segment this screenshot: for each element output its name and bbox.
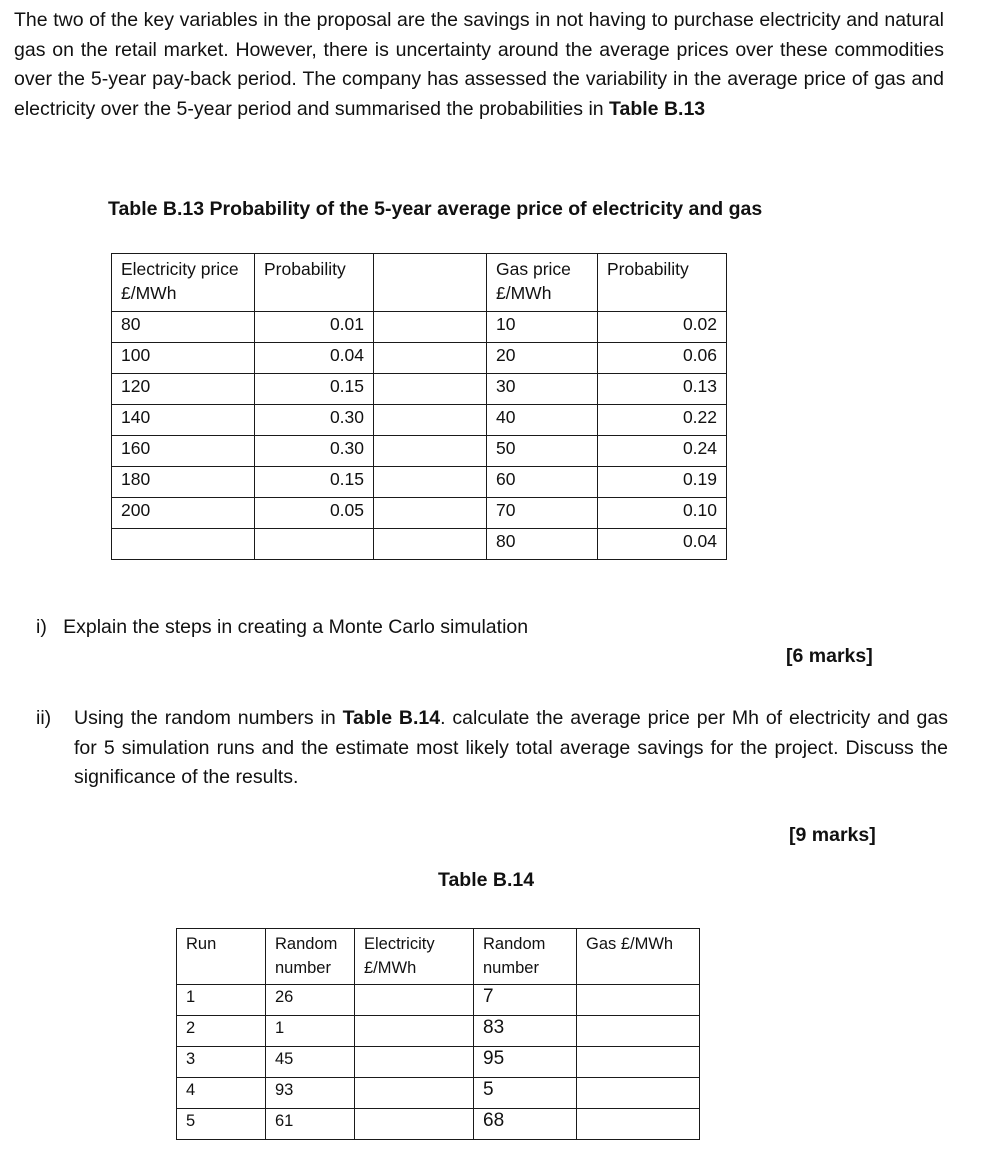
- table-row: [177, 1047, 700, 1078]
- table-cell: 30: [487, 374, 598, 405]
- question-1-marks: [6 marks]: [786, 645, 873, 667]
- table-cell: [355, 1016, 474, 1047]
- table-row: [112, 254, 727, 312]
- table-cell: 0.04: [598, 529, 727, 560]
- table-cell: 68: [474, 1109, 577, 1140]
- table-cell: 26: [266, 985, 355, 1016]
- table-cell: [374, 343, 487, 374]
- table-cell: 120: [112, 374, 255, 405]
- question-2: [36, 704, 948, 793]
- table-cell: 200: [112, 498, 255, 529]
- table-cell: 160: [112, 436, 255, 467]
- table-cell: [374, 374, 487, 405]
- table-cell: 180: [112, 467, 255, 498]
- table-row: [112, 436, 727, 467]
- question-1: [36, 613, 528, 643]
- header-cell: Probability: [598, 254, 727, 312]
- header-cell: Probability: [255, 254, 374, 312]
- question-1-label: i): [36, 616, 47, 638]
- intro-paragraph: [14, 6, 944, 124]
- table-cell: 0.06: [598, 343, 727, 374]
- table-cell: 60: [487, 467, 598, 498]
- header-cell: Random number: [474, 929, 577, 985]
- table-cell: [577, 1078, 700, 1109]
- table-cell: 0.30: [255, 405, 374, 436]
- question-1-text: Explain the steps in creating a Monte Carlo simulation: [63, 616, 529, 638]
- header-cell: [374, 254, 487, 312]
- table-cell: 95: [474, 1047, 577, 1078]
- table-cell: 0.15: [255, 467, 374, 498]
- table-cell: [112, 529, 255, 560]
- table-cell: 5: [474, 1078, 577, 1109]
- intro-table-ref: Table B.13: [609, 97, 706, 120]
- table-cell: 20: [487, 343, 598, 374]
- header-cell: Random number: [266, 929, 355, 985]
- table-cell: [374, 436, 487, 467]
- table-cell: 5: [177, 1109, 266, 1140]
- table-cell: [577, 1016, 700, 1047]
- table-cell: [577, 1109, 700, 1140]
- table-cell: [577, 1047, 700, 1078]
- table-cell: [374, 312, 487, 343]
- table-cell: 0.10: [598, 498, 727, 529]
- table-cell: [355, 1109, 474, 1140]
- question-2-body: [74, 704, 948, 793]
- table-cell: 140: [112, 405, 255, 436]
- table-cell: 0.02: [598, 312, 727, 343]
- table-cell: 0.04: [255, 343, 374, 374]
- table-cell: 100: [112, 343, 255, 374]
- table-row: [177, 1078, 700, 1109]
- table-cell: 1: [177, 985, 266, 1016]
- table-b13: [111, 253, 727, 560]
- header-cell: Electricity price £/MWh: [112, 254, 255, 312]
- table-cell: 0.13: [598, 374, 727, 405]
- table-cell: 80: [487, 529, 598, 560]
- question-2-text: Using the random numbers in: [74, 707, 343, 729]
- table-row: [177, 1109, 700, 1140]
- table-row: [177, 1016, 700, 1047]
- table-cell: [374, 498, 487, 529]
- table-cell: 0.22: [598, 405, 727, 436]
- table-row: [112, 374, 727, 405]
- table-cell: [374, 467, 487, 498]
- header-cell: Gas price £/MWh: [487, 254, 598, 312]
- table-row: [112, 405, 727, 436]
- table-row: [177, 929, 700, 985]
- table-cell: 10: [487, 312, 598, 343]
- table-cell: 3: [177, 1047, 266, 1078]
- table-cell: 93: [266, 1078, 355, 1109]
- table-row: [177, 985, 700, 1016]
- intro-text: The two of the key variables in the proposal are the savings in not having to purchase electricity and natural gas on the retail market. However, there is uncertainty around the average prices over these commodities over the 5-year pay-back period. The company has assessed the variability in the average price of gas and electricity over the 5-year period and summarised the probabilities in: [14, 9, 944, 120]
- table-cell: 80: [112, 312, 255, 343]
- question-2-text-rest: . calculate the average price per Mh of electricity and gas for 5 simulation runs and the estimate most likely total average savings for the project. Discuss the significance of the results.: [74, 707, 948, 788]
- table-cell: [374, 405, 487, 436]
- table-cell: 0.24: [598, 436, 727, 467]
- table-cell: 83: [474, 1016, 577, 1047]
- table-row: [112, 343, 727, 374]
- table-cell: [255, 529, 374, 560]
- header-cell: Gas £/MWh: [577, 929, 700, 985]
- table-cell: 0.30: [255, 436, 374, 467]
- table-cell: 0.05: [255, 498, 374, 529]
- table-cell: 45: [266, 1047, 355, 1078]
- table-b14: [176, 928, 700, 1140]
- table-cell: 50: [487, 436, 598, 467]
- table-cell: 4: [177, 1078, 266, 1109]
- table-row: [112, 312, 727, 343]
- question-2-table-ref: Table B.14: [342, 707, 441, 729]
- table-cell: [355, 1078, 474, 1109]
- question-2-label: ii): [36, 707, 52, 729]
- table-row: [112, 467, 727, 498]
- table-cell: 1: [266, 1016, 355, 1047]
- table-cell: 70: [487, 498, 598, 529]
- table-cell: 0.19: [598, 467, 727, 498]
- table-b13-caption: Table B.13 Probability of the 5-year average price of electricity and gas: [108, 198, 763, 220]
- table-cell: 61: [266, 1109, 355, 1140]
- table-cell: 0.15: [255, 374, 374, 405]
- header-cell: Electricity £/MWh: [355, 929, 474, 985]
- table-cell: 0.01: [255, 312, 374, 343]
- table-cell: [577, 985, 700, 1016]
- table-cell: 2: [177, 1016, 266, 1047]
- table-b14-caption: Table B.14: [438, 869, 535, 891]
- header-cell: Run: [177, 929, 266, 985]
- table-row: [112, 529, 727, 560]
- table-cell: [374, 529, 487, 560]
- table-cell: 7: [474, 985, 577, 1016]
- table-row: [112, 498, 727, 529]
- table-cell: [355, 1047, 474, 1078]
- question-2-marks: [9 marks]: [789, 824, 876, 846]
- table-cell: 40: [487, 405, 598, 436]
- table-cell: [355, 985, 474, 1016]
